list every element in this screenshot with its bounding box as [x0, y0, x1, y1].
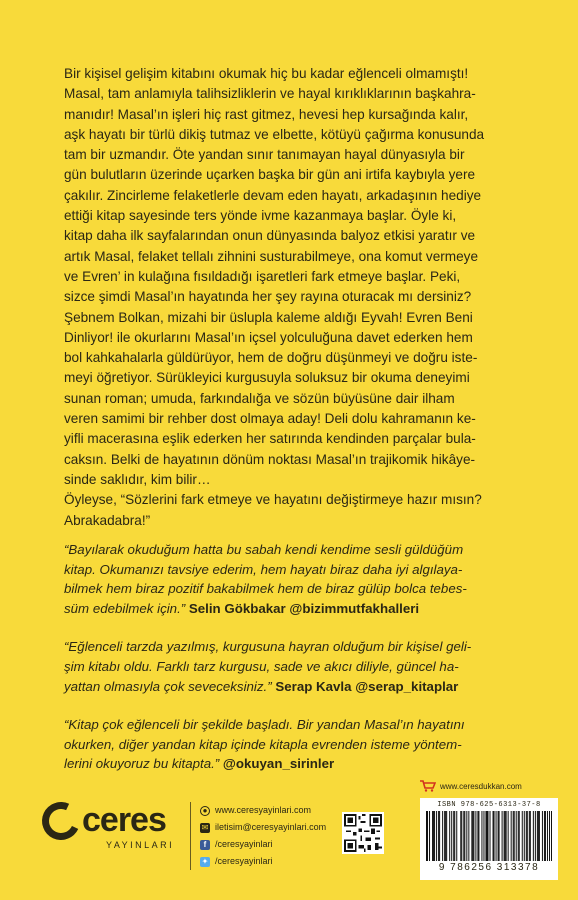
barcode-bar — [537, 811, 538, 861]
quote-line — [64, 735, 534, 755]
barcode-number: 9 786256 313378 — [438, 862, 540, 873]
barcode-bar — [461, 811, 462, 861]
quote-text: “Eğlenceli tarzda yazılmış, kurgusuna hayran olduğum bir kişisel geli- — [64, 639, 472, 655]
barcode-bars — [426, 811, 552, 861]
barcode-bar — [505, 811, 506, 861]
barcode-bar — [542, 811, 543, 861]
quote-text: yattan olmasıyla çok seveceksiniz.” — [64, 678, 272, 694]
quote-line — [64, 715, 534, 735]
facebook-link[interactable] — [200, 836, 326, 853]
barcode-bar — [453, 811, 454, 861]
mail-icon: ✉ — [201, 823, 209, 832]
barcode-bar — [513, 811, 514, 861]
blurb-line: bol kahkahalarla güldürüyor, hem de doğru düşünmeyi ve doğru iste- — [64, 350, 478, 366]
barcode-bar — [544, 811, 545, 861]
twitter-icon: ✦ — [201, 857, 209, 866]
quote-text: “Bayılarak okuduğum hatta bu sabah kendi kendime sesli güldüğüm — [64, 542, 464, 557]
barcode-bar — [511, 811, 512, 861]
barcode-bar — [446, 811, 447, 861]
email-text: iletisim@ceresyayinlari.com — [215, 822, 327, 832]
barcode-bar — [434, 811, 435, 861]
review-quote — [64, 540, 534, 618]
barcode-bar — [539, 811, 540, 861]
barcode-bar — [444, 811, 445, 861]
blurb-line: Şebnem Bolkan, mizahi bir üslupla kaleme aldığı Eyvah! Evren Beni — [64, 309, 473, 325]
barcode-bar — [527, 811, 528, 861]
blurb-line: tam bir uzmandır. Öte yandan sınır tanımayan hayal dünyasıyla bir — [64, 147, 465, 163]
barcode-bar — [502, 811, 503, 861]
blurb-line: ettiği kitap sayesinde ters yönde ivme kazanmaya başlar. Öyle ki, — [64, 208, 457, 224]
barcode-bar — [526, 811, 527, 861]
barcode-bar — [522, 811, 523, 861]
quote-author[interactable]: Selin Gökbakar @bizimmutfakhalleri — [188, 600, 420, 616]
barcode-bar — [475, 811, 476, 861]
blurb-line: veren samimi bir rehber dost olmaya aday! Deli dolu kahramanın ke- — [64, 411, 476, 427]
blurb-line: artık Masal, felaket tellalı zihnini susturabilmeye, ona komut vermeye — [64, 248, 479, 264]
contact-list — [200, 802, 326, 870]
barcode-bar — [451, 811, 452, 861]
review-quote — [64, 637, 534, 696]
barcode-bar — [499, 811, 500, 861]
blurb-line: sinde saklıdır, kim bilir… — [64, 471, 211, 487]
barcode-bar — [442, 811, 443, 861]
logo-wordmark: ceres — [82, 801, 166, 839]
barcode-bar — [514, 811, 515, 861]
barcode-bar — [445, 811, 446, 861]
barcode-bar — [529, 811, 530, 861]
barcode-bar — [549, 811, 550, 861]
quote-author[interactable]: @okuyan_sirinler — [222, 756, 335, 772]
twitter-text: /ceresyayinlari — [215, 856, 273, 866]
review-quote — [64, 715, 534, 774]
blurb-line: meyi öğretiyor. Sürükleyici kurgusuyla soluksuz bir okuma deneyimi — [64, 370, 470, 386]
barcode-bar — [496, 811, 497, 861]
blurb-line: yifli macerasına eşlik ederken her satırında kendinden parçalar bula- — [64, 431, 476, 447]
isbn-barcode — [420, 798, 558, 880]
barcode-bar — [524, 811, 525, 861]
globe-icon: ● — [200, 806, 210, 816]
blurb-line: çakılır. Zincirleme felaketlerle devam eden hayatı, arkadaşının hediye — [64, 187, 482, 203]
facebook-icon: f — [200, 840, 210, 850]
facebook-text: /ceresyayinlari — [215, 839, 273, 849]
blurb-line: ve Evren’ in kulağına fısıldadığı işaretleri fark etmeye başlar. Peki, — [64, 268, 461, 284]
barcode-bar — [477, 811, 478, 861]
blurb-line: sunan roman; umuda, farkındalığa ve sözün büyüsüne dair ilham — [64, 390, 455, 406]
blurb-line: Öyleyse, “Sözlerini fark etmeye ve hayatını değiştirmeye hazır mısın? — [64, 492, 482, 508]
publisher-footer — [0, 770, 578, 900]
barcode-bar — [486, 811, 487, 861]
website-text: www.ceresyayinlari.com — [215, 805, 312, 815]
footer-divider — [190, 802, 191, 870]
qr-code-icon[interactable] — [342, 812, 384, 854]
barcode-bar — [551, 811, 552, 861]
barcode-bar — [493, 811, 494, 861]
barcode-bar — [494, 811, 495, 861]
quote-text: kitap. Okumanızı tavsiye ederim, hem hayatı biraz daha iyi algılaya- — [64, 561, 463, 577]
quote-line — [64, 657, 534, 677]
barcode-bar — [481, 811, 482, 861]
barcode-bar — [436, 811, 437, 861]
quote-text: bilmek hem biraz pozitif bakabilmek hem de biraz gülüp bolca tebes- — [64, 581, 467, 597]
blurb-line: manıdır! Masal’ın işleri hiç rast gitmez, hevesi hep kursağında kalır, — [64, 106, 469, 122]
barcode-bar — [504, 811, 505, 861]
ceres-c-icon — [37, 797, 86, 846]
website-link[interactable] — [200, 802, 326, 819]
barcode-bar — [438, 811, 439, 861]
barcode-bar — [508, 811, 509, 861]
blurb-line: Masal, tam anlamıyla talihsizliklerin ve hayal kırıklıklarının başkahra- — [64, 86, 476, 102]
barcode-bar — [538, 811, 539, 861]
barcode-bar — [506, 811, 507, 861]
barcode-bar — [518, 811, 519, 861]
quote-text: lerini okuyoruz bu kitapta.” — [64, 756, 220, 772]
quote-line — [64, 560, 534, 580]
barcode-bar — [547, 811, 548, 861]
email-link[interactable] — [200, 819, 326, 836]
blurb-line: sizce şimdi Masal’ın hayatında her şey rayına oturacak mı dersiniz? — [64, 289, 472, 305]
store-url: www.ceresdukkan.com — [440, 781, 522, 791]
barcode-bar — [456, 811, 457, 861]
book-blurb — [64, 64, 534, 531]
shopping-cart-icon — [420, 780, 436, 792]
barcode-bar — [519, 811, 520, 861]
barcode-bar — [449, 811, 450, 861]
blurb-line: Dinliyor! ile okurlarını Masal’ın içsel yolculuğuna davet ederken hem — [64, 329, 473, 345]
barcode-bar — [487, 811, 488, 861]
barcode-bar — [460, 811, 461, 861]
barcode-bar — [471, 811, 472, 861]
barcode-bar — [464, 811, 465, 861]
barcode-bar — [516, 811, 517, 861]
barcode-bar — [478, 811, 479, 861]
store-link[interactable] — [420, 780, 522, 792]
barcode-bar — [433, 811, 434, 861]
blurb-line: aşk hayatı bir türlü dikiş tutmaz ve elbette, kötüyü çağırma konusunda — [64, 126, 485, 142]
barcode-bar — [463, 811, 464, 861]
quote-line — [64, 677, 534, 697]
barcode-bar — [485, 811, 486, 861]
barcode-bar — [466, 811, 467, 861]
barcode-bar — [427, 811, 428, 861]
quote-line — [64, 579, 534, 599]
twitter-link[interactable] — [200, 853, 326, 870]
barcode-bar — [432, 811, 433, 861]
barcode-bar — [483, 811, 484, 861]
publisher-logo — [42, 800, 177, 860]
barcode-bar — [468, 811, 469, 861]
barcode-bar — [472, 811, 473, 861]
barcode-bar — [454, 811, 455, 861]
barcode-bar — [439, 811, 440, 861]
barcode-bar — [545, 811, 546, 861]
barcode-bar — [498, 811, 499, 861]
barcode-bar — [535, 811, 536, 861]
barcode-bar — [490, 811, 491, 861]
barcode-bar — [426, 811, 427, 861]
blurb-line: Bir kişisel gelişim kitabını okumak hiç bu kadar eğlenceli olmamıştı! — [64, 66, 469, 81]
quote-text: süm edebilmek için.” — [64, 600, 186, 616]
blurb-line: caksın. Belki de hayatının dönüm noktası Masal’ın trajikomik hikâye- — [64, 451, 476, 467]
quote-line — [64, 637, 534, 657]
barcode-bar — [530, 811, 531, 861]
logo-subtitle: YAYINLARI — [106, 840, 175, 850]
quote-line — [64, 599, 534, 619]
quote-text: okurken, diğer yandan kitap içinde kitapla evrenden isteme yöntem- — [64, 736, 462, 752]
isbn-text: ISBN 978-625-6313-37-8 — [437, 801, 541, 809]
review-quotes — [64, 540, 534, 793]
blurb-line: kitap daha ilk sayfalarından onun dünyasında balyoz etkisi yaratır ve — [64, 228, 476, 244]
blurb-line: gün bulutların üzerinde uçarken başka bir gün ani irtifa kaybıyla yere — [64, 167, 476, 183]
quote-author[interactable]: Serap Kavla @serap_kitaplar — [275, 678, 459, 694]
quote-text: “Kitap çok eğlenceli bir şekilde başladı. Bir yandan Masal’ın hayatını — [64, 717, 465, 733]
barcode-bar — [533, 811, 534, 861]
blurb-line: Abrakadabra!” — [64, 512, 151, 528]
barcode-bar — [473, 811, 474, 861]
quote-text: şim kitabı oldu. Farklı tarz kurgusu, sade ve akıcı diliyle, güncel ha- — [64, 658, 459, 674]
barcode-bar — [429, 811, 430, 861]
quote-line — [64, 540, 534, 560]
